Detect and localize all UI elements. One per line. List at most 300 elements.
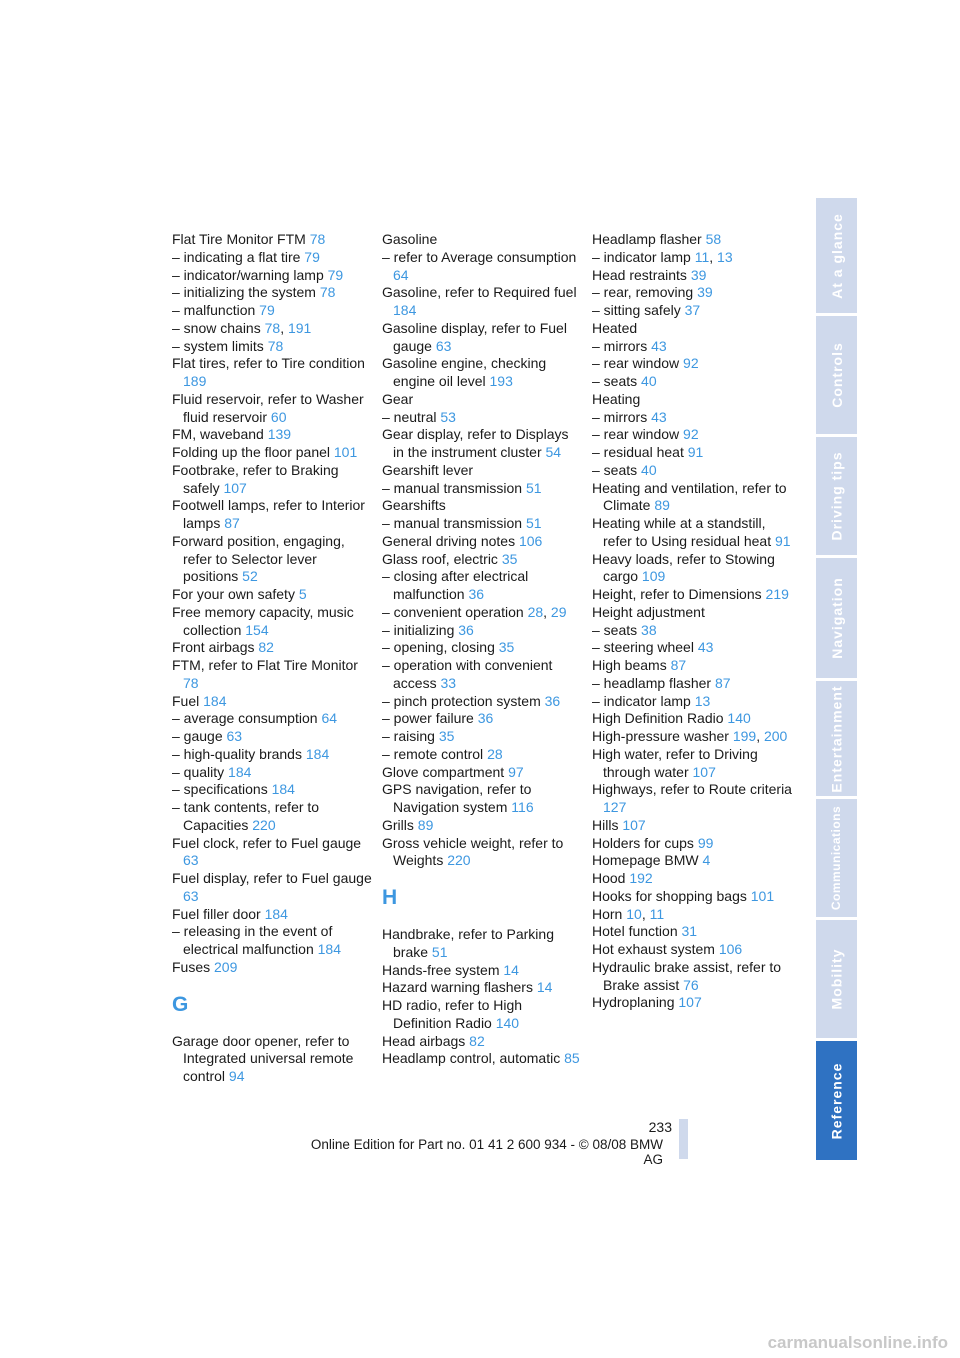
index-column-3 [592, 231, 792, 1012]
page-link[interactable]: 10 [626, 905, 642, 922]
page-link[interactable]: 76 [683, 976, 699, 993]
page-number-bar [679, 1119, 688, 1159]
index-entry [172, 497, 372, 533]
index-entry [172, 604, 372, 640]
entry-text: High water, refer to Driving through water [592, 745, 758, 780]
entry-text: Head restraints [592, 266, 691, 283]
page-link[interactable]: 101 [333, 444, 358, 460]
page-link[interactable]: 64 [393, 266, 409, 283]
index-entry [172, 284, 372, 302]
page-link[interactable]: 35 [438, 728, 455, 744]
entry-text: – remote control [382, 745, 488, 762]
index-entry [172, 444, 372, 462]
page-link[interactable]: 79 [259, 302, 275, 318]
section-letter: H [382, 886, 398, 909]
entry-text: Fuel [172, 692, 204, 709]
entry-text: Folding up the floor panel [172, 444, 334, 460]
page-link[interactable]: 109 [641, 568, 666, 585]
tab-label: Mobility [828, 948, 845, 1010]
page-link[interactable]: 82 [469, 1032, 485, 1049]
tab-mobility[interactable] [816, 920, 857, 1038]
index-entry [592, 267, 792, 285]
entry-text: Front airbags [172, 639, 259, 656]
index-entry [382, 728, 582, 746]
index-entry [172, 799, 372, 835]
tab-label: At a glance [828, 212, 845, 299]
page-link[interactable]: 106 [518, 532, 543, 549]
entry-text: Homepage BMW [592, 852, 703, 869]
page-link[interactable]: 87 [224, 515, 240, 531]
page-link[interactable]: 36 [544, 692, 561, 709]
entry-text: – headlamp flasher [592, 674, 715, 691]
page-link[interactable]: 63 [183, 887, 199, 904]
page-link[interactable]: 51 [525, 515, 542, 531]
page-link[interactable]: 140 [727, 710, 751, 727]
index-entry [382, 764, 582, 782]
entry-text: – closing after electrical malfunction [382, 568, 529, 602]
page-link[interactable]: 58 [705, 231, 722, 247]
page-link[interactable]: 184 [271, 781, 295, 798]
index-entry [382, 515, 582, 533]
index-entry [172, 835, 372, 871]
entry-text: Hands-free system [382, 961, 504, 978]
index-entry [382, 693, 582, 711]
index-entry [382, 568, 582, 604]
page-link[interactable]: 107 [223, 479, 247, 496]
index-entry [172, 781, 372, 799]
page-link[interactable]: 40 [641, 461, 657, 478]
entry-text: – seats [592, 621, 642, 638]
index-entry [172, 355, 372, 391]
index-entry [592, 852, 792, 870]
entry-text: – tank contents, refer to Capacities [172, 799, 320, 833]
entry-text: – seats [592, 461, 642, 478]
entry-text: – quality [172, 763, 229, 780]
page-link[interactable]: 79 [327, 266, 344, 283]
entry-text: Footwell lamps, refer to Interior lamps [172, 497, 365, 531]
index-entry [592, 320, 792, 338]
page-link[interactable]: 43 [651, 408, 667, 425]
index-entry [382, 979, 582, 997]
index-entry [592, 462, 792, 480]
entry-text: Footbrake, refer to Braking safely [172, 461, 339, 496]
page-link[interactable]: 189 [183, 373, 207, 389]
page-link[interactable]: 106 [718, 941, 743, 957]
page-link[interactable]: 99 [697, 834, 714, 851]
tab-label: Reference [828, 1062, 845, 1139]
index-entry [592, 675, 792, 693]
page-link[interactable]: 36 [477, 710, 494, 727]
index-entry [592, 426, 792, 444]
page-number: 233 [648, 1119, 672, 1135]
index-entry [592, 231, 792, 249]
entry-text: Glass roof, electric [382, 550, 502, 567]
page-link[interactable]: 199 [732, 728, 757, 744]
index-entry [172, 533, 372, 586]
index-entry [382, 480, 582, 498]
page-link[interactable]: 36 [458, 621, 474, 638]
entry-text: Grills [382, 816, 418, 833]
index-entry [172, 923, 372, 959]
tab-driving-tips[interactable] [816, 437, 857, 555]
page-link[interactable]: 209 [214, 958, 238, 975]
entry-text: Free memory capacity, music collection [172, 603, 354, 638]
index-entry [172, 302, 372, 320]
page-link[interactable]: 40 [641, 373, 657, 389]
page-link[interactable]: 38 [641, 621, 657, 638]
index-entry [592, 817, 792, 835]
page-link[interactable]: 4 [702, 852, 711, 869]
page-link[interactable]: 92 [683, 355, 699, 372]
page-link[interactable]: 139 [267, 426, 292, 443]
page-link[interactable]: 97 [508, 763, 524, 780]
page-link[interactable]: 43 [697, 639, 714, 656]
entry-text: Headlamp control, automatic [382, 1050, 565, 1067]
section-tabs [816, 198, 857, 1160]
watermark: carmanualsonline.info [767, 1333, 948, 1352]
page-link[interactable]: 79 [304, 248, 320, 265]
page-link[interactable]: 14 [536, 979, 553, 996]
tab-label: Controls [828, 342, 845, 408]
entry-text: Hot exhaust system [592, 941, 719, 957]
page-link[interactable]: 107 [622, 816, 646, 833]
index-entry: – snow chains 78, 191 [172, 319, 312, 336]
entry-text: Holders for cups [592, 834, 698, 851]
page-link[interactable]: 94 [228, 1068, 245, 1084]
page-link[interactable]: 87 [714, 674, 731, 691]
page-link[interactable]: 89 [654, 497, 670, 514]
index-entry [382, 962, 582, 980]
index-entry [382, 781, 582, 817]
index-entry [592, 710, 792, 728]
entry-text: Forward position, engaging, refer to Selector lever positions [172, 532, 345, 585]
index-entry: High-pressure washer 199, 200 [592, 728, 788, 744]
index-entry [172, 693, 372, 711]
index-entry [592, 622, 792, 640]
section-letter: G [172, 992, 189, 1016]
page-link[interactable]: 51 [525, 479, 542, 496]
entry-text: – steering wheel [592, 639, 698, 656]
footer-text: Online Edition for Part no. 01 41 2 600 934 - © 08/08 BMW AG [310, 1137, 663, 1167]
page-link[interactable]: 5 [298, 586, 307, 602]
page-link[interactable]: 184 [264, 905, 288, 922]
entry-text: – manual transmission [382, 515, 526, 531]
entry-text: – opening, closing [382, 639, 499, 656]
entry-text: – indicator/warning lamp [172, 266, 328, 283]
page-link[interactable]: 64 [321, 710, 338, 727]
entry-text: Headlamp flasher [592, 231, 706, 247]
page-link[interactable]: 184 [305, 745, 330, 762]
page-link[interactable]: 39 [697, 284, 713, 301]
tab-at-a-glance[interactable] [816, 198, 857, 313]
page-link[interactable]: 184 [203, 692, 227, 709]
index-entry [382, 817, 582, 835]
page-link[interactable]: 53 [440, 408, 456, 425]
page-link[interactable]: 91 [687, 444, 704, 460]
page-link[interactable]: 37 [684, 302, 701, 318]
entry-text: – residual heat [592, 444, 688, 460]
page-link[interactable]: 91 [774, 532, 791, 549]
tab-label: Navigation [828, 577, 845, 659]
entry-text: Height, refer to Dimensions [592, 586, 766, 602]
page-link[interactable]: 219 [765, 586, 789, 602]
entry-text: Hood [592, 870, 630, 886]
page-link[interactable]: 78 [319, 284, 336, 301]
entry-text: – power failure [382, 710, 478, 727]
entry-text: – indicator lamp [592, 248, 695, 265]
tab-communications[interactable] [816, 799, 857, 917]
page-link[interactable]: 11 [649, 905, 665, 922]
index-entry [592, 639, 792, 657]
index-entry [592, 515, 792, 551]
entry-text: – convenient operation [382, 603, 528, 620]
page-link[interactable]: 154 [245, 621, 269, 638]
page-link[interactable]: 193 [489, 373, 513, 389]
index-entry [592, 657, 792, 675]
entry-text: Gross vehicle weight, refer to Weights [382, 834, 564, 869]
entry-text: Flat tires, refer to Tire condition [172, 355, 365, 372]
page-link[interactable]: 29 [550, 603, 567, 620]
tab-controls[interactable] [816, 316, 857, 434]
entry-text: Horn [592, 905, 627, 922]
index-entry [592, 994, 792, 1012]
page-link[interactable]: 39 [690, 266, 707, 283]
index-entry [592, 391, 792, 409]
page-link[interactable]: 36 [468, 586, 485, 602]
entry-text: General driving notes [382, 532, 519, 549]
page-link[interactable]: 63 [435, 337, 452, 354]
entry-text: – sitting safely [592, 302, 685, 318]
entry-text: Fuses [172, 958, 215, 975]
index-entry [172, 959, 372, 977]
index-entry [382, 1033, 582, 1051]
entry-text: Highways, refer to Route criteria [592, 781, 792, 798]
index-entry [172, 338, 372, 356]
page-link[interactable]: 220 [252, 816, 276, 833]
index-entry [172, 462, 372, 498]
index-entry [172, 728, 372, 746]
page-link[interactable]: 11 [694, 248, 710, 265]
entry-text: FM, waveband [172, 426, 268, 443]
entry-text: Heating and ventilation, refer to Climate [592, 479, 787, 514]
tab-label: Communications [829, 805, 844, 911]
entry-text: Hotel function [592, 923, 682, 940]
entry-text: Heating while at a standstill, refer to Using residual heat [592, 515, 775, 549]
entry-text: Hooks for shopping bags [592, 887, 751, 904]
index-entry [172, 1033, 372, 1086]
index-entry [592, 355, 792, 373]
index-entry [382, 622, 582, 640]
entry-text: Hydraulic brake assist, refer to Brake assist [592, 958, 782, 993]
index-entry [592, 888, 792, 906]
entry-text: GPS navigation, refer to Navigation system [382, 781, 532, 815]
page-link[interactable]: 220 [447, 852, 471, 869]
index-entry [592, 480, 792, 516]
page-link[interactable]: 200 [763, 728, 788, 744]
index-entry [592, 604, 792, 622]
entry-text: Flat Tire Monitor FTM [172, 231, 310, 247]
page-link[interactable]: 89 [417, 816, 434, 833]
entry-text: Handbrake, refer to Parking brake [382, 926, 554, 960]
index-column-1 [172, 231, 372, 1086]
page-link[interactable]: 82 [258, 639, 274, 656]
entry-text: High beams [592, 657, 671, 673]
entry-text: – mirrors [592, 408, 652, 425]
index-entry [172, 249, 372, 267]
index-entry [592, 586, 792, 604]
page-link[interactable]: 101 [750, 887, 775, 904]
page-link[interactable]: 35 [501, 550, 518, 567]
entry-text: – initializing [382, 621, 459, 638]
entry-text: Gasoline display, refer to Fuel gauge [382, 319, 567, 354]
index-entry [382, 284, 582, 320]
entry-text: Gear [382, 390, 414, 407]
index-entry [592, 302, 792, 320]
page-link[interactable]: 184 [393, 302, 417, 318]
page-link[interactable]: 60 [270, 408, 287, 425]
index-entry [382, 426, 582, 462]
page-link[interactable]: 107 [692, 763, 716, 780]
page-link[interactable]: 31 [681, 923, 698, 940]
entry-text: – high-quality brands [172, 745, 306, 762]
entry-text: – neutral [382, 408, 441, 425]
entry-text: Heated [592, 319, 638, 336]
entry-text: Fuel display, refer to Fuel gauge [172, 870, 372, 886]
index-entry [382, 657, 582, 693]
index-entry [592, 693, 792, 711]
index-entry [172, 870, 372, 906]
entry-text: Glove compartment [382, 763, 509, 780]
entry-text: For your own safety [172, 586, 299, 602]
page-link[interactable]: 63 [226, 728, 243, 744]
tab-label: Driving tips [828, 451, 845, 541]
entry-text: – refer to Average consumption [382, 248, 577, 265]
page-link[interactable]: 54 [545, 444, 562, 460]
entry-text: Gear display, refer to Displays in the instrument cluster [382, 426, 569, 460]
index-entry [172, 426, 372, 444]
index-entry [382, 497, 582, 515]
index-entry [172, 746, 372, 764]
page-link[interactable]: 78 [267, 337, 284, 354]
entry-text: Garage door opener, refer to Integrated universal remote control [172, 1032, 354, 1084]
page-link[interactable]: 33 [440, 674, 457, 691]
index-entry [592, 746, 792, 782]
page-link[interactable]: 184 [317, 941, 341, 957]
entry-text: Hazard warning flashers [382, 979, 537, 996]
entry-text: High Definition Radio [592, 710, 728, 727]
index-entry [382, 355, 582, 391]
page-link[interactable]: 127 [603, 799, 627, 815]
page-link[interactable]: 192 [629, 870, 653, 886]
entry-text: Fuel clock, refer to Fuel gauge [172, 834, 362, 851]
entry-text: – malfunction [172, 302, 260, 318]
page-link[interactable]: 78 [264, 319, 281, 336]
page-link[interactable]: 52 [242, 568, 258, 585]
index-entry [592, 923, 792, 941]
page-link[interactable]: 35 [498, 639, 515, 656]
entry-text: HD radio, refer to High Definition Radio [382, 997, 523, 1031]
index-entry [592, 835, 792, 853]
index-entry [172, 639, 372, 657]
entry-text: – releasing in the event of electrical malfunction [172, 923, 333, 957]
index-entry [382, 997, 582, 1033]
entry-text: – system limits [172, 337, 268, 354]
index-entry [382, 639, 582, 657]
entry-text: Gearshifts [382, 497, 446, 514]
entry-text: – initializing the system [172, 284, 320, 301]
page-link[interactable]: 13 [717, 248, 733, 265]
page-link[interactable]: 87 [670, 657, 687, 673]
page-link[interactable]: 13 [694, 692, 711, 709]
tab-reference[interactable] [816, 1041, 857, 1160]
index-column-2 [382, 231, 582, 1068]
page-link[interactable]: 140 [495, 1014, 520, 1031]
index-entry [382, 320, 582, 356]
page-link[interactable]: 51 [431, 943, 448, 960]
entry-text: – rear window [592, 355, 684, 372]
entry-text: Hills [592, 816, 623, 833]
entry-text: – pinch protection system [382, 692, 545, 709]
entry-text: Height adjustment [592, 603, 705, 620]
index-entry [382, 1050, 582, 1068]
page-link[interactable]: 191 [287, 319, 312, 336]
entry-text: – indicator lamp [592, 692, 695, 709]
entry-text: – raising [382, 728, 439, 744]
index-entry [172, 710, 372, 728]
index-entry [172, 586, 372, 604]
index-entry [172, 231, 372, 249]
index-entry [382, 409, 582, 427]
page-link[interactable]: 78 [309, 231, 326, 247]
index-entry [592, 444, 792, 462]
page-link[interactable]: 85 [564, 1050, 580, 1067]
tab-navigation[interactable] [816, 558, 857, 678]
entry-text: – rear window [592, 426, 684, 443]
index-entry [592, 373, 792, 391]
index-entry [382, 746, 582, 764]
entry-text: – operation with convenient access [382, 657, 553, 691]
index-entry [592, 870, 792, 888]
entry-text: Gasoline [382, 231, 438, 247]
page-link[interactable]: 43 [651, 337, 667, 354]
index-entry [382, 835, 582, 871]
page-link[interactable]: 107 [678, 994, 702, 1011]
index-entry [172, 267, 372, 285]
page-link[interactable]: 28 [487, 745, 503, 762]
tab-label: Entertainment [828, 684, 845, 793]
index-entry: – convenient operation 28, 29 [382, 603, 567, 620]
index-entry [172, 657, 372, 693]
index-entry [592, 284, 792, 302]
index-entry [172, 764, 372, 782]
entry-text: – mirrors [592, 337, 652, 354]
index-entry [592, 338, 792, 356]
page-link[interactable]: 92 [683, 426, 699, 443]
index-entry [592, 941, 792, 959]
tab-entertainment[interactable] [816, 681, 857, 796]
page-link[interactable]: 78 [183, 674, 199, 691]
entry-text: – manual transmission [382, 479, 526, 496]
index-entry [382, 231, 582, 249]
page-link[interactable]: 14 [503, 961, 519, 978]
index-entry [592, 781, 792, 817]
page-link[interactable]: 116 [511, 799, 534, 815]
page-link[interactable]: 184 [228, 763, 252, 780]
entry-text: Heating [592, 390, 641, 407]
page-link[interactable]: 63 [183, 852, 199, 869]
entry-text: Heavy loads, refer to Stowing cargo [592, 550, 775, 585]
page-link[interactable]: 28 [527, 603, 544, 620]
